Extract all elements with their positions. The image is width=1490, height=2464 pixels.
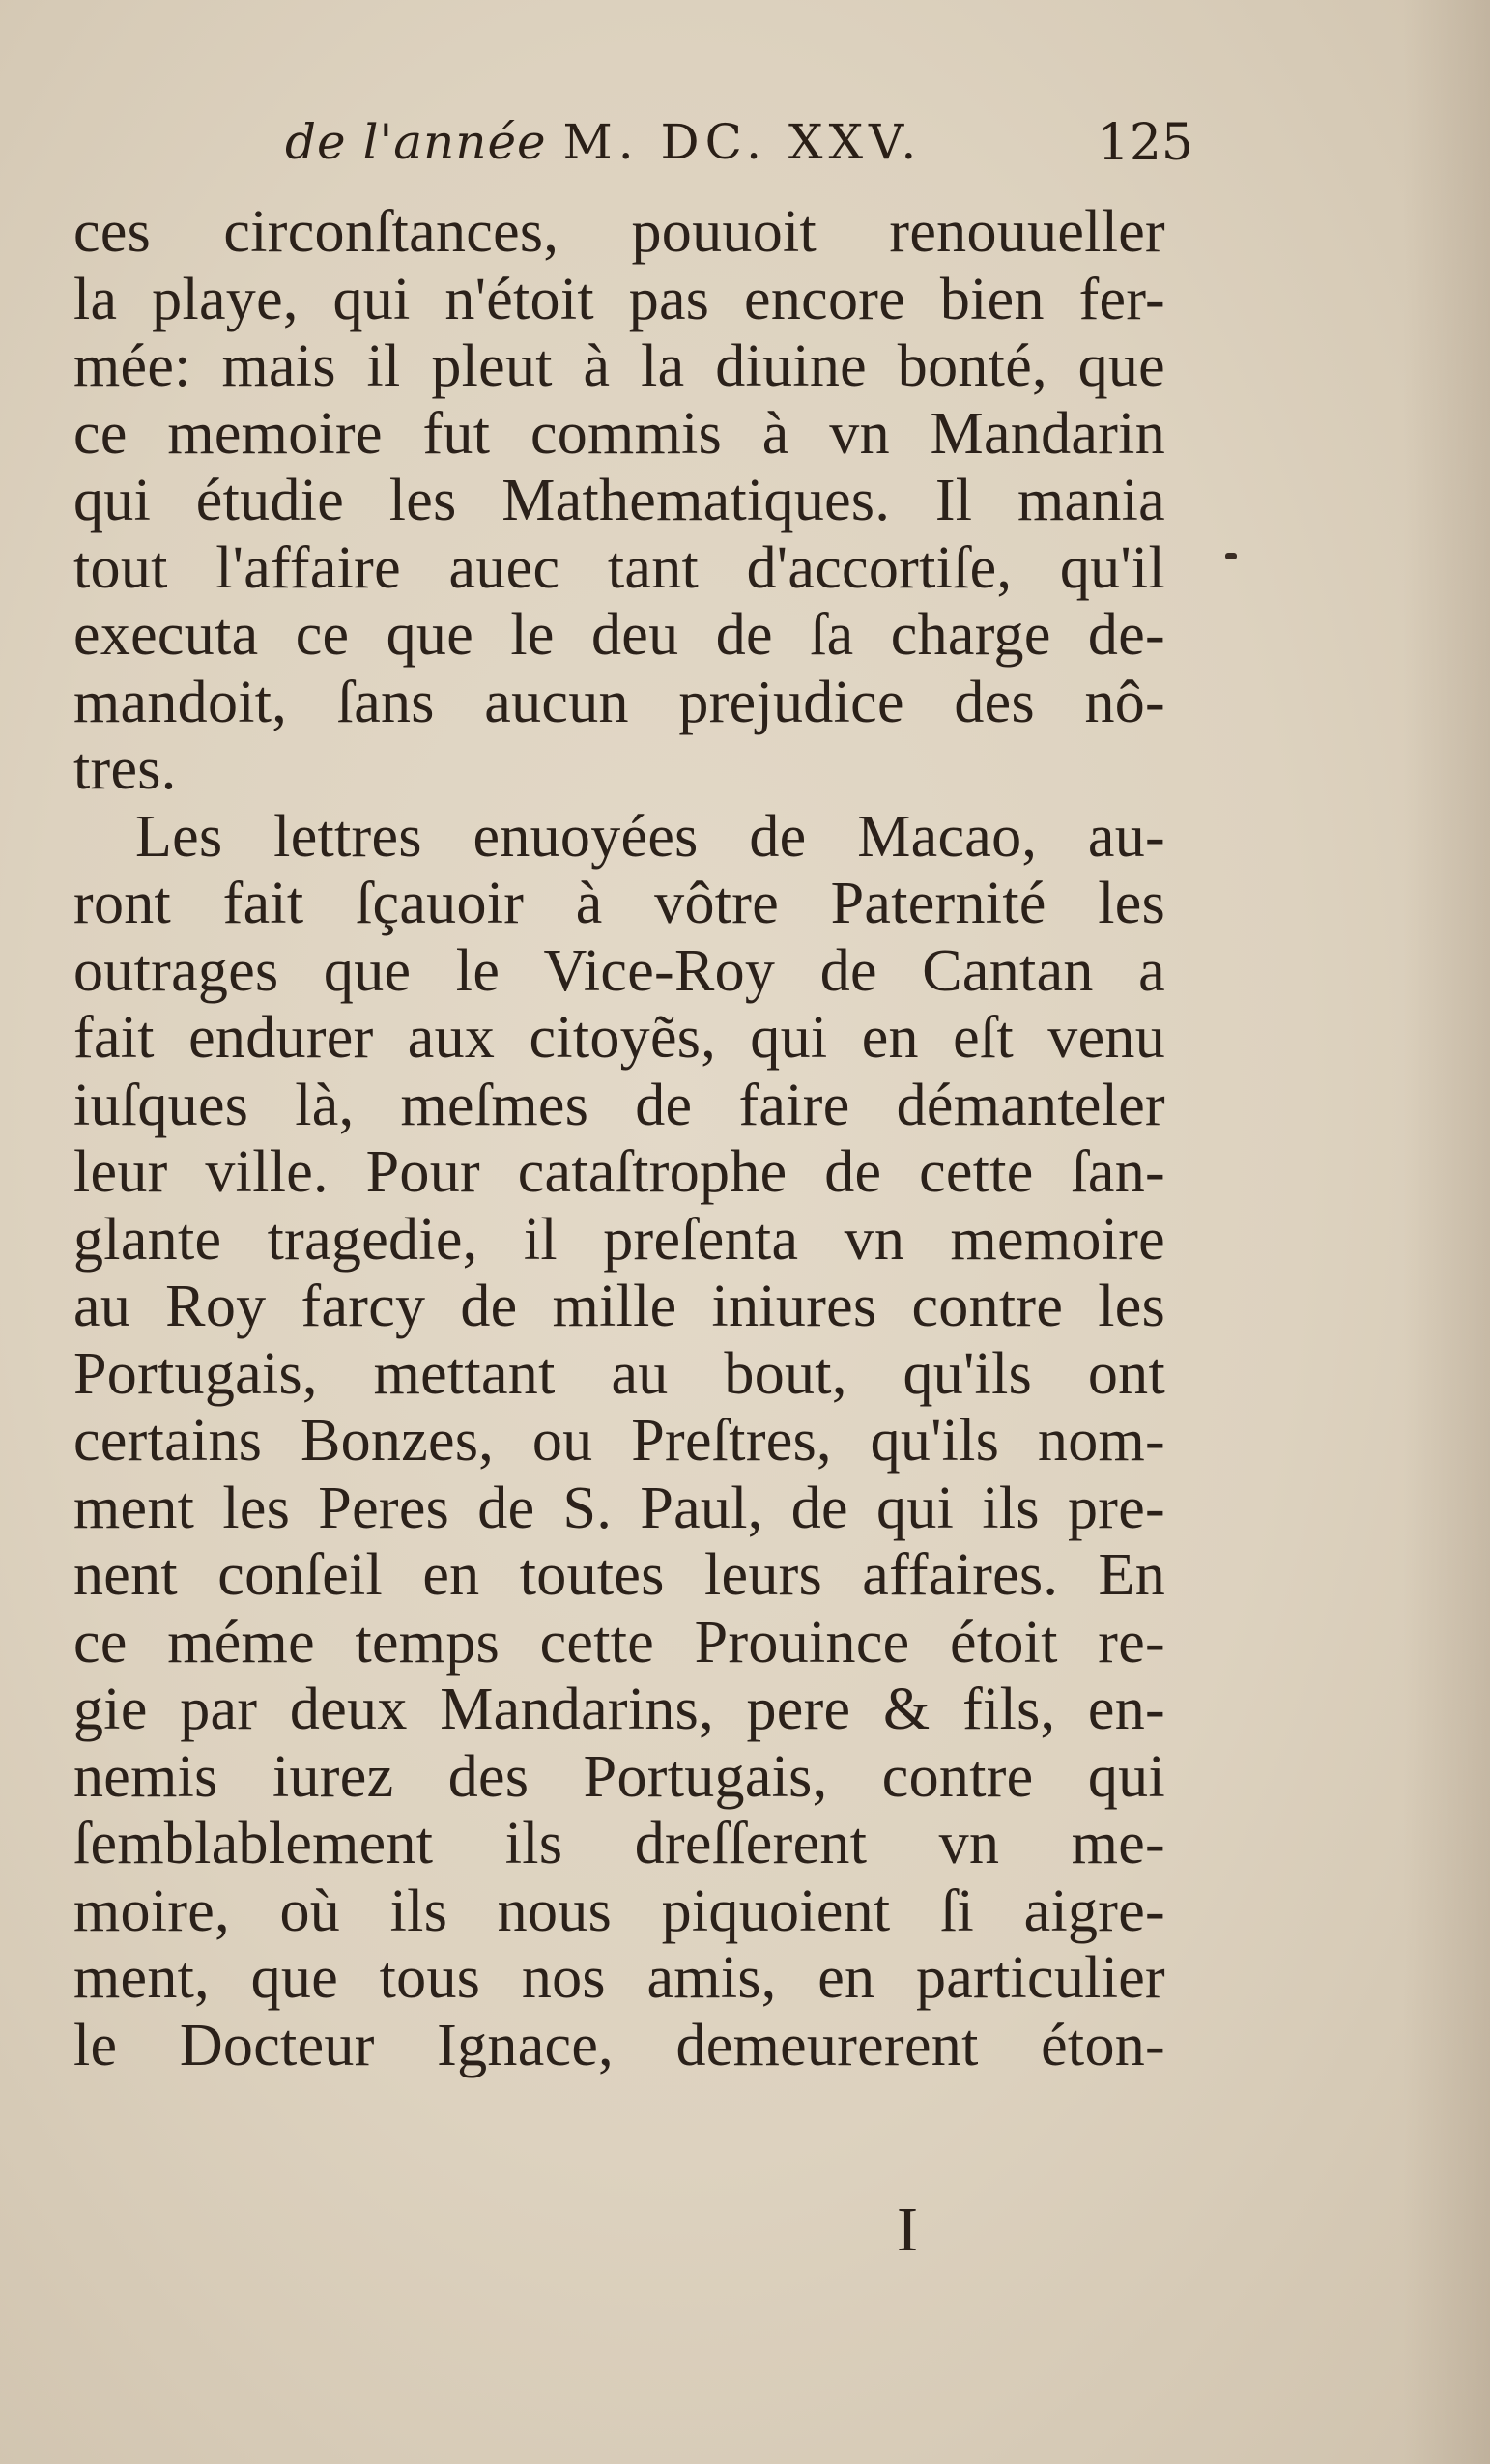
text-line: gie par deux Mandarins, pere & fils, en-: [73, 1676, 1165, 1742]
text-line: glante tragedie, il preſenta vn memoire: [73, 1206, 1165, 1273]
text-line: mandoit, ſans aucun prejudice des nô-: [73, 669, 1165, 735]
text-line: ront fait ſçauoir à vôtre Paternité les: [73, 871, 1165, 936]
paragraph-2: [73, 804, 1165, 2080]
running-head-title-text: de l'année: [285, 114, 547, 170]
text-line: executa ce que le deu de ſa charge de-: [73, 602, 1165, 668]
text-line: qui étudie les Mathematiques. Il mania: [73, 468, 1165, 533]
body-text: [73, 199, 1165, 2079]
text-line: nemis iurez des Portugais, contre qui: [73, 1743, 1165, 1810]
text-line: Portugais, mettant au bout, qu'ils ont: [73, 1340, 1165, 1407]
text-line: ces circonſtances, pouuoit renouueller: [73, 199, 1165, 265]
page-number: 125: [1097, 114, 1193, 172]
text-line: iuſques là, meſmes de faire démanteler: [73, 1072, 1165, 1138]
text-line: Les lettres enuoyées de Macao, au-: [135, 803, 1165, 870]
text-line: ce memoire fut commis à vn Mandarin: [73, 400, 1165, 467]
text-line: ment, que tous nos amis, en particulier: [73, 1945, 1165, 2011]
text-line: fait endurer aux citoyẽs, qui en eſt venu: [73, 1005, 1165, 1071]
text-line: nent conſeil en toutes leurs affaires. En: [73, 1542, 1165, 1608]
paragraph-1: [73, 199, 1165, 804]
running-head-year: M. DC. XXV.: [562, 114, 923, 170]
running-head-title: [285, 114, 922, 170]
text-line: tres.: [73, 736, 177, 802]
text-line: ment les Peres de S. Paul, de qui ils pre-: [73, 1475, 1165, 1541]
text-line: la playe, qui n'étoit pas encore bien fer-: [73, 266, 1165, 332]
text-line: ſemblablement ils dreſſerent vn me-: [73, 1811, 1165, 1877]
text-line: tout l'affaire auec tant d'accortiſe, qu'il: [73, 534, 1165, 601]
text-line: ce méme temps cette Prouince étoit re-: [73, 1609, 1165, 1676]
text-line: outrages que le Vice-Roy de Cantan a: [73, 937, 1165, 1004]
text-line: leur ville. Pour cataſtrophe de cette ſan-: [73, 1139, 1165, 1205]
margin-ink-mark: [1225, 553, 1237, 559]
signature-mark: I: [897, 2194, 918, 2265]
page-edge-shadow: [1403, 0, 1490, 2464]
text-line: le Docteur Ignace, demeurerent éton-: [73, 2012, 1165, 2078]
text-line: moire, où ils nous piquoient ſi aigre-: [73, 1877, 1165, 1944]
text-line: mée: mais il pleut à la diuine bonté, que: [73, 333, 1165, 399]
text-line: au Roy farcy de mille iniures contre les: [73, 1274, 1165, 1339]
running-head: [285, 114, 1193, 182]
text-line: certains Bonzes, ou Preſtres, qu'ils nom-: [73, 1408, 1165, 1474]
